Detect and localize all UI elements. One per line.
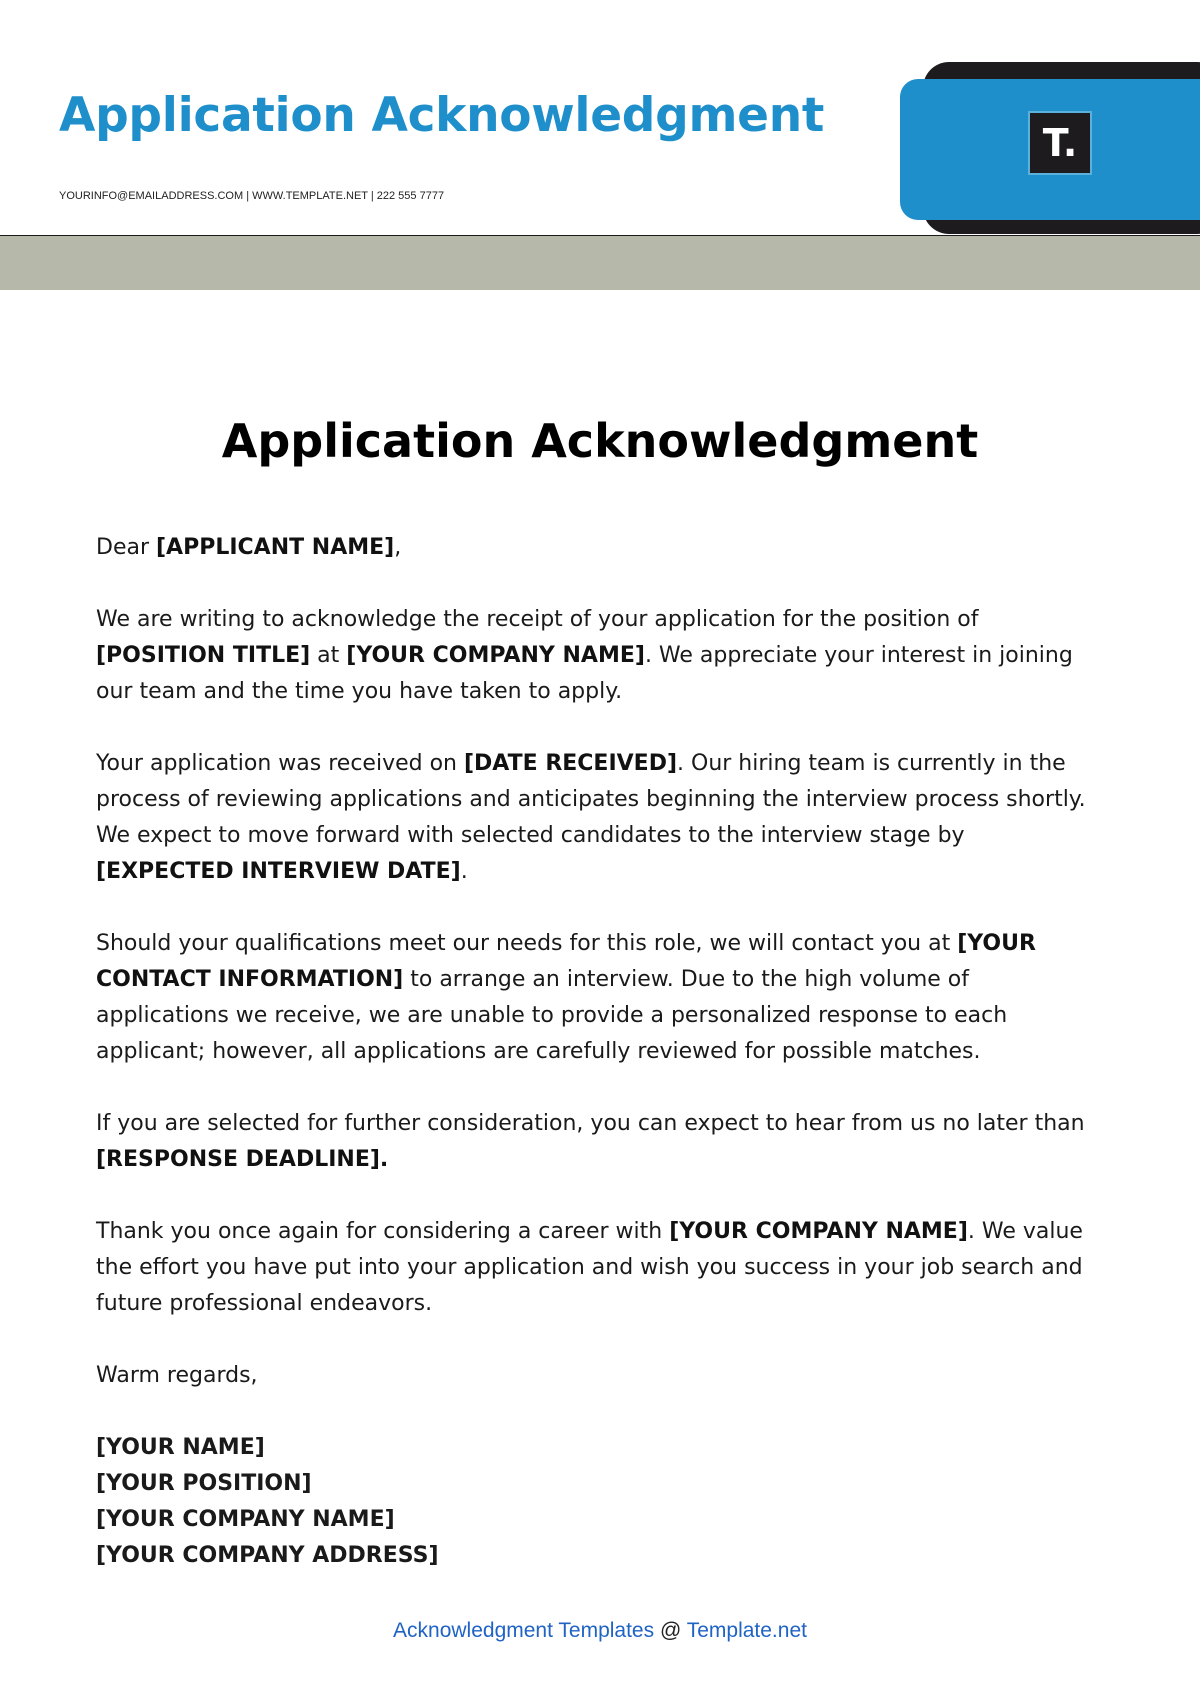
signature-block	[96, 1430, 1100, 1574]
salutation: Dear [APPLICANT NAME],	[96, 535, 402, 560]
contact-info-placeholder: [YOUR CONTACT INFORMATION]	[96, 931, 1036, 992]
header-title: Application Acknowledgment	[59, 88, 825, 143]
paragraph-contact: Should your qualifications meet our needs for this role, we will contact you at [YOUR CONTACT INFORMATION] to arrange an interview. Due to the high volume of applications we receive, we are unable to provide a personalized response to each applicant; however, all applications are carefully reviewed for possible matches.	[96, 931, 1036, 1064]
footer-separator: @	[654, 1619, 687, 1642]
signature-name: [YOUR NAME]	[96, 1435, 265, 1460]
paragraph-receipt: We are writing to acknowledge the receipt of your application for the position of [POSITION TITLE] at [YOUR COMPANY NAME]. We appreciate your interest in joining our team and the time you have taken to apply.	[96, 607, 1073, 704]
signature-company: [YOUR COMPANY NAME]	[96, 1507, 395, 1532]
response-deadline-placeholder: [RESPONSE DEADLINE].	[96, 1147, 389, 1172]
document-title: Application Acknowledgment	[221, 414, 979, 468]
letter-body	[96, 530, 1100, 1574]
letterhead	[0, 0, 1200, 236]
acknowledgment-templates-link[interactable]: Acknowledgment Templates	[393, 1619, 655, 1642]
position-title-placeholder: [POSITION TITLE]	[96, 643, 311, 668]
signature-address: [YOUR COMPANY ADDRESS]	[96, 1543, 439, 1568]
closing: Warm regards,	[96, 1363, 258, 1388]
footer-attribution	[0, 1616, 1200, 1646]
company-name-placeholder: [YOUR COMPANY NAME]	[346, 643, 645, 668]
header-contact-info: YOURINFO@EMAILADDRESS.COM | WWW.TEMPLATE.NET | 222 555 7777	[59, 190, 445, 202]
paragraph-deadline: If you are selected for further consideration, you can expect to hear from us no later than [RESPONSE DEADLINE].	[96, 1111, 1085, 1172]
interview-date-placeholder: [EXPECTED INTERVIEW DATE]	[96, 859, 461, 884]
paragraph-timeline: Your application was received on [DATE RECEIVED]. Our hiring team is currently in the process of reviewing applications and anticipates beginning the interview process shortly. We expect to move forward with selected candidates to the interview stage by [EXPECTED INTERVIEW DATE].	[96, 751, 1086, 884]
applicant-name-placeholder: [APPLICANT NAME]	[156, 535, 395, 560]
date-received-placeholder: [DATE RECEIVED]	[463, 751, 678, 776]
header-band	[0, 236, 1200, 290]
template-logo-icon: T.	[1028, 111, 1092, 175]
signature-position: [YOUR POSITION]	[96, 1471, 312, 1496]
template-net-link[interactable]: Template.net	[686, 1619, 807, 1642]
company-name-placeholder: [YOUR COMPANY NAME]	[669, 1219, 968, 1244]
paragraph-thanks: Thank you once again for considering a career with [YOUR COMPANY NAME]. We value the effort you have put into your application and wish you success in your job search and future professional endeavors.	[96, 1219, 1083, 1316]
